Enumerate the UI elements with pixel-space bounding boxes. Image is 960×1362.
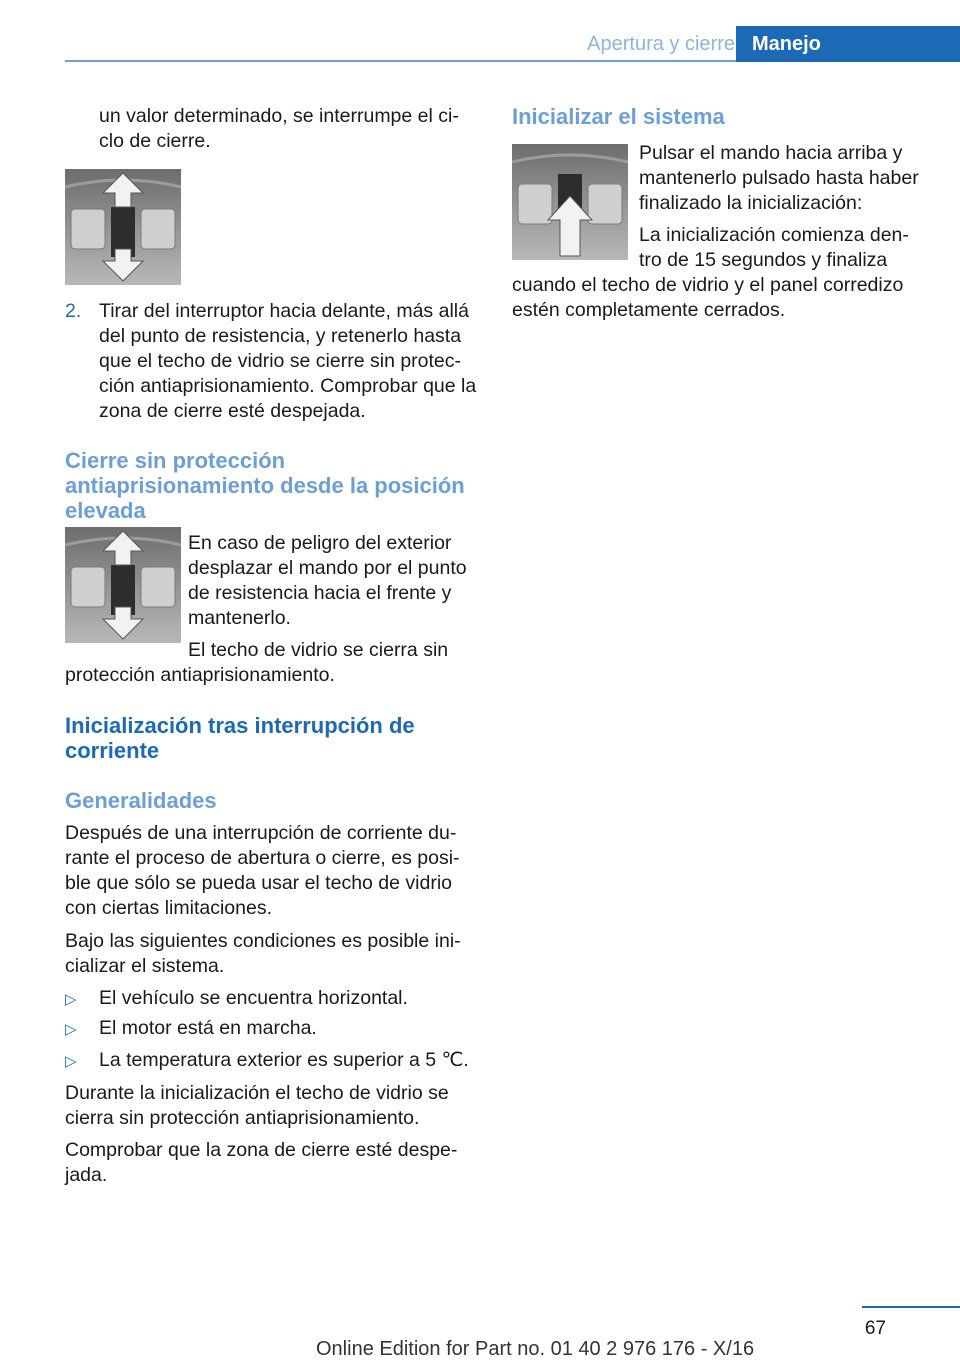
section-heading-init: Inicialización tras interrupción de corriente bbox=[65, 713, 415, 763]
edition-footer: Online Edition for Part no. 01 40 2 976 176 - X/16 bbox=[316, 1338, 755, 1360]
raised-paragraph-1: En caso de peligro del exterior desplazar el mando por el punto de resistencia hacia el frente y mantenerlo. bbox=[188, 532, 467, 629]
init-paragraph-3: Durante la inicialización el techo de vidrio se cierra sin protección antiaprisionamiento. bbox=[65, 1082, 449, 1129]
intro-text: un valor determinado, se interrumpe el ci‐ clo de cierre. bbox=[99, 105, 459, 152]
step-number: 2. bbox=[65, 300, 82, 322]
chapter-tab: Manejo bbox=[736, 26, 960, 62]
bullet-item: El motor está en marcha. bbox=[99, 1017, 317, 1039]
init-system-paragraph-2a: La inicialización comienza den‐ tro de 15 segundos y finaliza bbox=[639, 224, 909, 271]
step-text: Tirar del interruptor hacia delante, más allá del punto de resistencia, y retenerlo hasta que el techo de vidrio se cierre sin protec‐ ción antiaprisionamiento. Comprobar que la zona de cierre esté despejada. bbox=[99, 300, 477, 422]
section-tab: Apertura y cierre bbox=[587, 33, 735, 55]
switch-up-down-illustration bbox=[65, 169, 181, 285]
init-paragraph-4: Comprobar que la zona de cierre esté despe‐ jada. bbox=[65, 1139, 458, 1186]
bullet-triangle-icon: ▷ bbox=[65, 1021, 77, 1038]
section-heading-raised: Cierre sin protección antiaprisionamiento desde la posición elevada bbox=[65, 448, 465, 523]
header-rule bbox=[65, 60, 736, 62]
raised-paragraph-2a: El techo de vidrio se cierra sin bbox=[188, 639, 449, 661]
bullet-triangle-icon: ▷ bbox=[65, 991, 77, 1008]
switch-up-down-illustration bbox=[65, 527, 181, 643]
init-paragraph-1: Después de una interrupción de corriente du‐ rante el proceso de abertura o cierre, es posi‐ ble que sólo se pueda usar el techo de vidrio con ciertas limitaciones. bbox=[65, 822, 460, 919]
bullet-item: El vehículo se encuentra horizontal. bbox=[99, 987, 408, 1009]
raised-paragraph-2b: protección antiaprisionamiento. bbox=[65, 664, 335, 686]
init-paragraph-2: Bajo las siguientes condiciones es posible ini‐ cializar el sistema. bbox=[65, 930, 461, 977]
subheading-generalidades: Generalidades bbox=[65, 788, 217, 813]
bullet-item: La temperatura exterior es superior a 5 ℃. bbox=[99, 1049, 469, 1071]
init-system-paragraph-2b: cuando el techo de vidrio y el panel corredizo estén completamente cerrados. bbox=[512, 274, 904, 321]
bullet-triangle-icon: ▷ bbox=[65, 1053, 77, 1070]
page-number: 67 bbox=[864, 1318, 886, 1339]
init-system-paragraph-1: Pulsar el mando hacia arriba y mantenerlo pulsado hasta haber finalizado la inicialización: bbox=[639, 142, 919, 214]
switch-up-illustration bbox=[512, 144, 628, 260]
page-rule bbox=[862, 1306, 960, 1308]
section-heading-inicializar: Inicializar el sistema bbox=[512, 104, 725, 129]
